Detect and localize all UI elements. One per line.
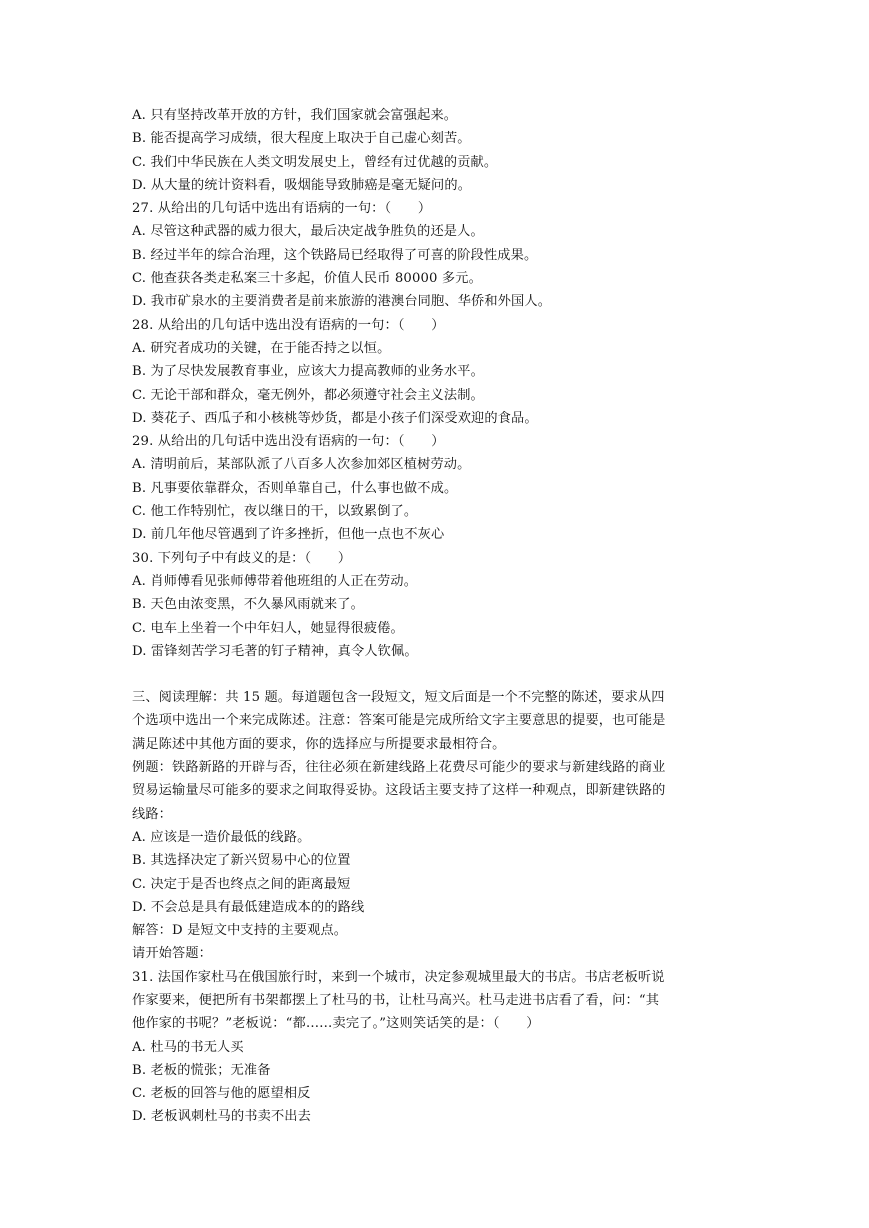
option-line-d: D. 我市矿泉水的主要消费者是前来旅游的港澳台同胞、华侨和外国人。 xyxy=(132,294,552,310)
question-28: 28. 从给出的几句话中选出没有语病的一句：（ ） xyxy=(132,317,445,333)
option-line-b: B. 其选择决定了新兴贸易中心的位置 xyxy=(132,853,351,869)
option-line-c: C. 他查获各类走私案三十多起，价值人民币 80000 多元。 xyxy=(132,271,482,287)
option-line-d: D. 雷锋刻苦学习毛著的钉子精神，真令人钦佩。 xyxy=(132,643,418,659)
option-line-d: D. 前几年他尽管遇到了许多挫折，但他一点也不灰心 xyxy=(132,527,445,543)
example-line: 贸易运输量尽可能多的要求之间取得妥协。这段话主要支持了这样一种观点，即新建铁路的 xyxy=(132,783,666,799)
example-answer: 解答：D 是短文中支持的主要观点。 xyxy=(132,923,348,939)
document-body xyxy=(132,104,740,1129)
option-line-b: B. 凡事要依靠群众，否则单靠自己，什么事也做不成。 xyxy=(132,480,458,496)
section-heading-line: 三、阅读理解：共 15 题。每道题包含一段短文，短文后面是一个不完整的陈述，要求从四 xyxy=(132,690,665,706)
question-29: 29. 从给出的几句话中选出没有语病的一句：（ ） xyxy=(132,434,445,450)
option-line-a: A. 肖师傅看见张师傅带着他班组的人正在劳动。 xyxy=(132,573,418,589)
section-gap xyxy=(132,663,740,686)
instruction-line: 满足陈述中其他方面的要求，你的选择应与所提要求最相符合。 xyxy=(132,736,506,752)
question-27: 27. 从给出的几句话中选出有语病的一句：（ ） xyxy=(132,201,432,217)
option-line-c: C. 我们中华民族在人类文明发展史上，曾经有过优越的贡献。 xyxy=(132,154,498,170)
option-line-c: C. 电车上坐着一个中年妇人，她显得很疲倦。 xyxy=(132,620,404,636)
option-line-b: B. 老板的慌张；无准备 xyxy=(132,1062,271,1078)
question-30: 30. 下列句子中有歧义的是：（ ） xyxy=(132,550,352,566)
example-line: 例题：铁路新路的开辟与否，往往必须在新建线路上花费尽可能少的要求与新建线路的商业 xyxy=(132,760,666,776)
option-line-d: D. 老板讽刺杜马的书卖不出去 xyxy=(132,1109,311,1125)
option-line-a: A. 应该是一造价最低的线路。 xyxy=(132,829,311,845)
option-line-d: D. 从大量的统计资料看，吸烟能导致肺癌是毫无疑问的。 xyxy=(132,177,472,193)
start-prompt: 请开始答题： xyxy=(132,946,213,962)
option-line-a: A. 只有坚持改革开放的方针，我们国家就会富强起来。 xyxy=(132,108,458,123)
option-line-d: D. 葵花子、西瓜子和小核桃等炒货，都是小孩子们深受欢迎的食品。 xyxy=(132,410,538,426)
option-line-b: B. 天色由浓变黑，不久暴风雨就来了。 xyxy=(132,597,364,613)
question-31-text: 作家要来，便把所有书架都摆上了杜马的书，让杜马高兴。杜马走进书店看了看，问：“其 xyxy=(132,992,660,1008)
option-line-c: C. 无论干部和群众，毫无例外，都必须遵守社会主义法制。 xyxy=(132,387,484,403)
option-line-c: C. 他工作特别忙，夜以继日的干，以致累倒了。 xyxy=(132,504,418,520)
question-block-grammar xyxy=(132,104,740,663)
option-line-a: A. 清明前后，某部队派了八百多人次参加郊区植树劳动。 xyxy=(132,457,471,473)
option-line-a: A. 尽管这种武器的威力很大，最后决定战争胜负的还是人。 xyxy=(132,224,484,240)
instruction-line: 个选项中选出一个来完成陈述。注意：答案可能是完成所给文字主要意思的提要，也可能是 xyxy=(132,713,666,729)
example-line: 线路： xyxy=(132,806,173,822)
section-reading-comprehension xyxy=(132,686,740,1129)
option-line-d: D. 不会总是具有最低建造成本的的路线 xyxy=(132,899,365,915)
option-line-a: A. 杜马的书无人买 xyxy=(132,1039,244,1055)
option-line-b: B. 经过半年的综合治理，这个铁路局已经取得了可喜的阶段性成果。 xyxy=(132,247,538,263)
question-31: 31. 法国作家杜马在俄国旅行时，来到一个城市，决定参观城里最大的书店。书店老板听说 xyxy=(132,969,665,985)
option-line-b: B. 为了尽快发展教育事业，应该大力提高教师的业务水平。 xyxy=(132,364,484,380)
option-line-c: C. 老板的回答与他的愿望相反 xyxy=(132,1086,311,1102)
option-line-b: B. 能否提高学习成绩，很大程度上取决于自己虚心刻苦。 xyxy=(132,131,471,147)
question-31-text: 他作家的书呢？”老板说：“都……卖完了。”这则笑话笑的是：（ ） xyxy=(132,1016,540,1032)
option-line-c: C. 决定于是否也终点之间的距离最短 xyxy=(132,876,351,892)
option-line-a: A. 研究者成功的关键，在于能否持之以恒。 xyxy=(132,340,391,356)
